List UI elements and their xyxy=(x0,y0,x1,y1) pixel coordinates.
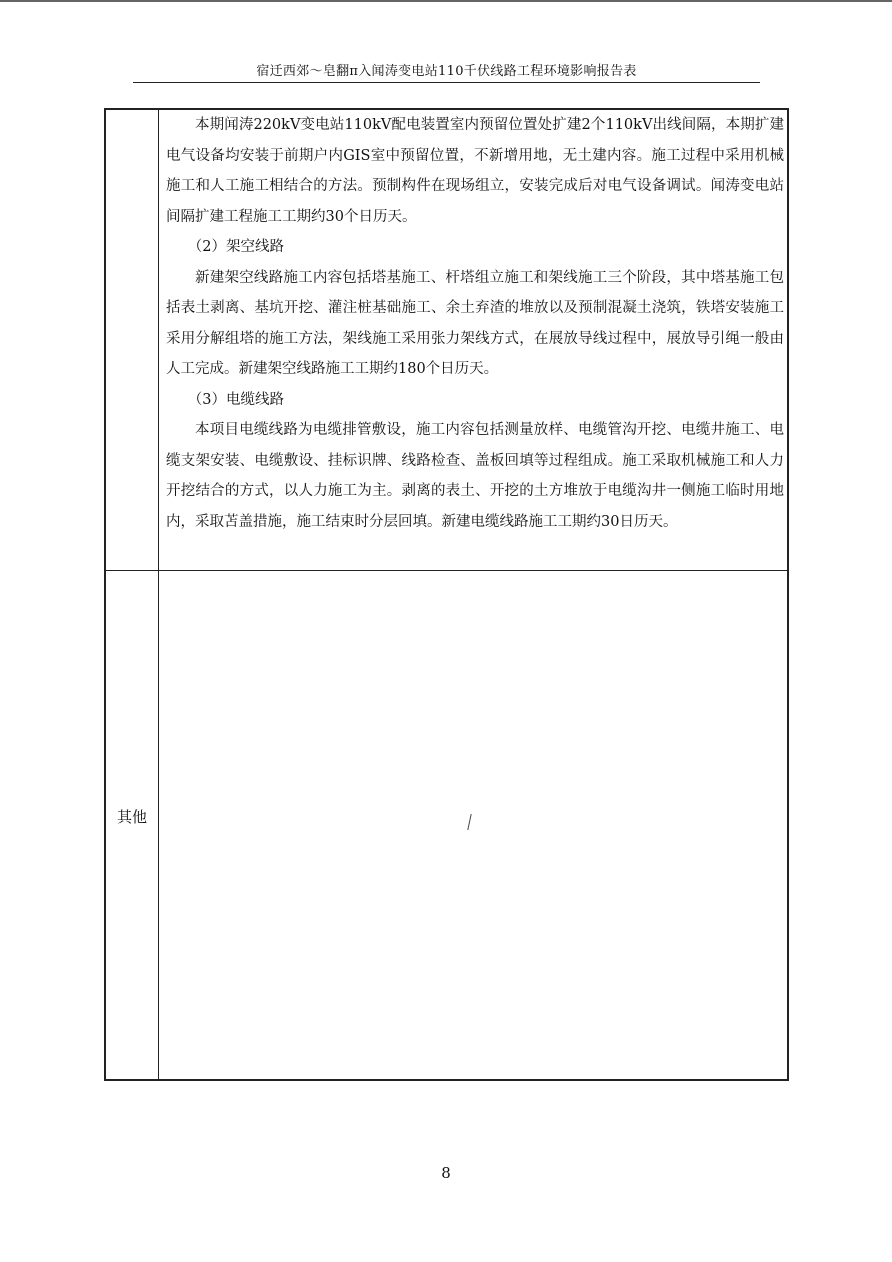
paragraph-cable-line: 本项目电缆线路为电缆排管敷设，施工内容包括测量放样、电缆管沟开挖、电缆井施工、电缆支架安装、电缆敷设、挂标识牌、线路检查、盖板回填等过程组成。施工采取机械施工和人力开挖结合的方式，以人力施工为主。剥离的表土、开挖的土方堆放于电缆沟井一侧施工临时用地内，采取苫盖措施，施工结束时分层回填。新建电缆线路施工工期约30日历天。 xyxy=(166,422,784,530)
paragraph-overhead-line: 新建架空线路施工内容包括塔基施工、杆塔组立施工和架线施工三个阶段，其中塔基施工包括表土剥离、基坑开挖、灌注桩基础施工、余土弃渣的堆放以及预制混凝土浇筑，铁塔安装施工采用分解组塔的施工方法，架线施工采用张力架线方式，在展放导线过程中，展放导引绳一般由人工完成。新建架空线路施工工期约180个日历天。 xyxy=(166,269,784,377)
page-top-border xyxy=(0,0,892,2)
table-row-divider xyxy=(106,570,787,571)
table-column-divider xyxy=(158,110,159,1079)
paragraph-substation-expansion: 本期闻涛220kV变电站110kV配电装置室内预留位置处扩建2个110kV出线间隔，本期扩建电气设备均安装于前期户内GIS室中预留位置，不新增用地，无土建内容。施工过程中采用机械施工和人工施工相结合的方法。预制构件在现场组立，安装完成后对电气设备调试。闻涛变电站间隔扩建工程施工工期约30个日历天。 xyxy=(166,117,784,225)
other-row-label: 其他 xyxy=(116,808,147,826)
subheading-overhead-line: （2）架空线路 xyxy=(187,239,284,255)
report-table xyxy=(104,108,789,1081)
header-rule xyxy=(133,82,760,83)
page-header-title: 宿迁西郊～皂翻π入闻涛变电站110千伏线路工程环境影响报告表 xyxy=(256,64,637,79)
construction-description-cell xyxy=(166,110,784,537)
subheading-cable-line: （3）电缆线路 xyxy=(187,391,284,408)
page-number: 8 xyxy=(441,1164,451,1182)
